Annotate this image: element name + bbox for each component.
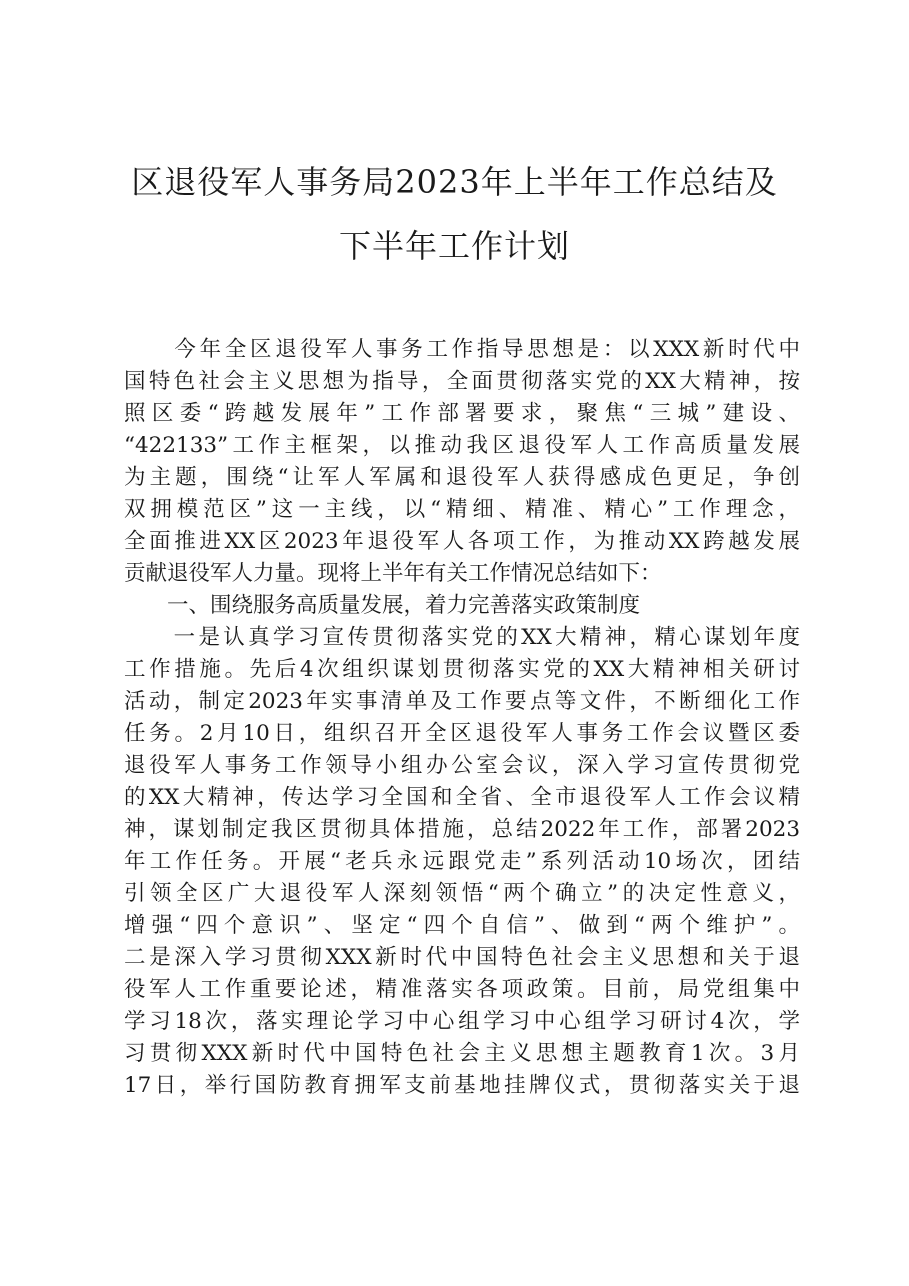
title-line-1: 区退役军人事务局2023年上半年工作总结及 <box>131 163 778 201</box>
body-line: 任务。2月10日，组织召开全区退役军人事务工作会议暨区委 <box>124 721 800 746</box>
body-line: 的XX大精神，传达学习全国和全省、全市退役军人工作会议精 <box>124 785 800 810</box>
body-line: 神，谋划制定我区贯彻具体措施，总结2022年工作，部署2023 <box>124 817 800 842</box>
body-line: 贡献退役军人力量。现将上半年有关工作情况总结如下： <box>124 561 662 586</box>
body-line: 役军人工作重要论述，精准落实各项政策。目前，局党组集中 <box>124 977 800 1002</box>
body-line: 退役军人事务工作领导小组办公室会议，深入学习宣传贯彻党 <box>124 753 800 778</box>
body-line: 为主题，围绕“让军人军属和退役军人获得感成色更足，争创 <box>124 465 800 490</box>
body-line: 二是深入学习贯彻XXX新时代中国特色社会主义思想和关于退 <box>124 945 800 970</box>
body-line: 活动，制定2023年实事清单及工作要点等文件，不断细化工作 <box>124 689 800 714</box>
body-line: 增强“四个意识”、坚定“四个自信”、做到“两个维护”。 <box>124 913 800 938</box>
body-line: 一是认真学习宣传贯彻落实党的XX大精神，精心谋划年度 <box>124 625 800 650</box>
body-line: 年工作任务。开展“老兵永远跟党走”系列活动10场次，团结 <box>124 849 800 874</box>
section-heading: 一、围绕服务高质量发展，着力完善落实政策制度 <box>124 593 641 618</box>
title-line-2: 下半年工作计划 <box>338 227 570 265</box>
body-line: 引领全区广大退役军人深刻领悟“两个确立”的决定性意义， <box>124 881 800 906</box>
body-line: 全面推进XX区2023年退役军人各项工作，为推动XX跨越发展 <box>124 529 800 554</box>
body-line: 学习18次，落实理论学习中心组学习中心组学习研讨4次，学 <box>124 1009 800 1034</box>
body-line: 国特色社会主义思想为指导，全面贯彻落实党的XX大精神，按 <box>124 369 800 394</box>
body-line: 17日，举行国防教育拥军支前基地挂牌仪式，贯彻落实关于退 <box>124 1073 800 1098</box>
body-line: “422133”工作主框架，以推动我区退役军人工作高质量发展 <box>124 433 800 458</box>
body-line: 工作措施。先后4次组织谋划贯彻落实党的XX大精神相关研讨 <box>124 657 800 682</box>
document-title <box>110 150 799 278</box>
body-line: 照区委“跨越发展年”工作部署要求，聚焦“三城”建设、 <box>124 401 800 426</box>
body-line: 习贯彻XXX新时代中国特色社会主义思想主题教育1次。3月 <box>124 1041 800 1066</box>
document-body <box>124 334 800 1102</box>
body-line: 今年全区退役军人事务工作指导思想是：以XXX新时代中 <box>124 337 800 362</box>
body-line: 双拥模范区”这一主线，以“精细、精准、精心”工作理念， <box>124 497 800 522</box>
